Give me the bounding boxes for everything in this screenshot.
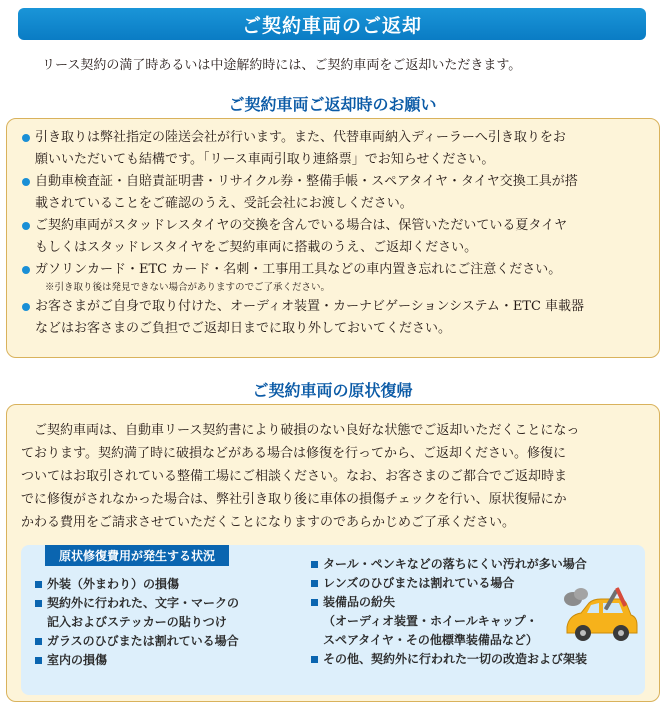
- banner-title: ご契約車両のご返却: [241, 14, 422, 37]
- case-item: 外装（外まわり）の損傷: [35, 575, 305, 594]
- request-heading: ご契約車両ご返却時のお願い: [228, 95, 437, 114]
- request-item: 引き取りは弊社指定の陸送会社が行います。また、代替車両納入ディーラーへ引き取りをお 願いいただいても結構です。「リース車両引取り連絡票」でお知らせください。: [21, 127, 649, 171]
- case-item: ガラスのひびまたは割れている場合: [35, 632, 305, 651]
- car-with-tools-icon: [561, 585, 641, 647]
- request-item: 自動車検査証・自賠責証明書・リサイクル券・整備手帳・スペアタイヤ・タイヤ交換工具が搭 載されていることをご確認のうえ、受託会社にお渡しください。: [21, 171, 649, 215]
- request-list: [21, 127, 649, 340]
- case-item-continued: 記入およびステッカーの貼りつけ: [47, 615, 227, 629]
- cases-left-list: [35, 575, 305, 670]
- intro-text: リース契約の満了時あるいは中途解約時には、ご契約車両をご返却いただきます。: [42, 58, 522, 73]
- case-item: レンズのひびまたは割れている場合: [311, 574, 631, 593]
- request-box: [6, 118, 660, 358]
- request-note: ※引き取り後は発見できない場合がありますのでご了承ください。: [45, 282, 331, 293]
- restore-heading: ご契約車両の原状復帰: [252, 381, 413, 400]
- cases-panel: [21, 545, 645, 695]
- case-item: その他、契約外に行われた一切の改造および架装: [311, 650, 631, 669]
- request-item: お客さまがご自身で取り付けた、オーディオ装置・カーナビゲーションシステム・ETC 車載器 などはお客さまのご負担でご返却日までに取り外しておいてください。: [21, 296, 649, 340]
- request-item: ご契約車両がスタッドレスタイヤの交換を含んでいる場合は、保管いただいている夏タイヤ もしくはスタッドレスタイヤをご契約車両に搭載のうえ、ご返却ください。: [21, 215, 649, 259]
- page-banner: [18, 8, 646, 40]
- restore-box: [6, 404, 660, 702]
- case-item: 室内の損傷: [35, 651, 305, 670]
- case-item: 装備品の紛失: [311, 593, 631, 612]
- request-item: ガソリンカード・ETC カード・名刺・工事用工具などの車内置き忘れにご注意ください。: [21, 259, 649, 281]
- case-item: タール・ペンキなどの落ちにくい汚れが多い場合: [311, 555, 631, 574]
- case-item: 契約外に行われた、文字・マークの: [35, 594, 305, 613]
- case-item-continued: スペアタイヤ・その他標準装備品など）: [323, 633, 538, 647]
- cases-title: 原状修復費用が発生する状況: [45, 545, 229, 566]
- case-item-continued: （オーディオ装置・ホイールキャップ・: [323, 614, 538, 628]
- restore-paragraph: ご契約車両は、自動車リース契約書により破損のない良好な状態でご返却いただくことになっ ております。契約満了時に破損などがある場合は修復を行ってから、ご返却ください。修復に ついてはお取引されている整備工場にご相談ください。なお、お客さまのご都合でご返却時ま でに修復がされなかった場合は、弊社引き取り後に車体の損傷チェックを行い、原状復帰にか かわる費用をご請求させていただくことになりますのであらかじめご了承ください。: [21, 423, 580, 530]
